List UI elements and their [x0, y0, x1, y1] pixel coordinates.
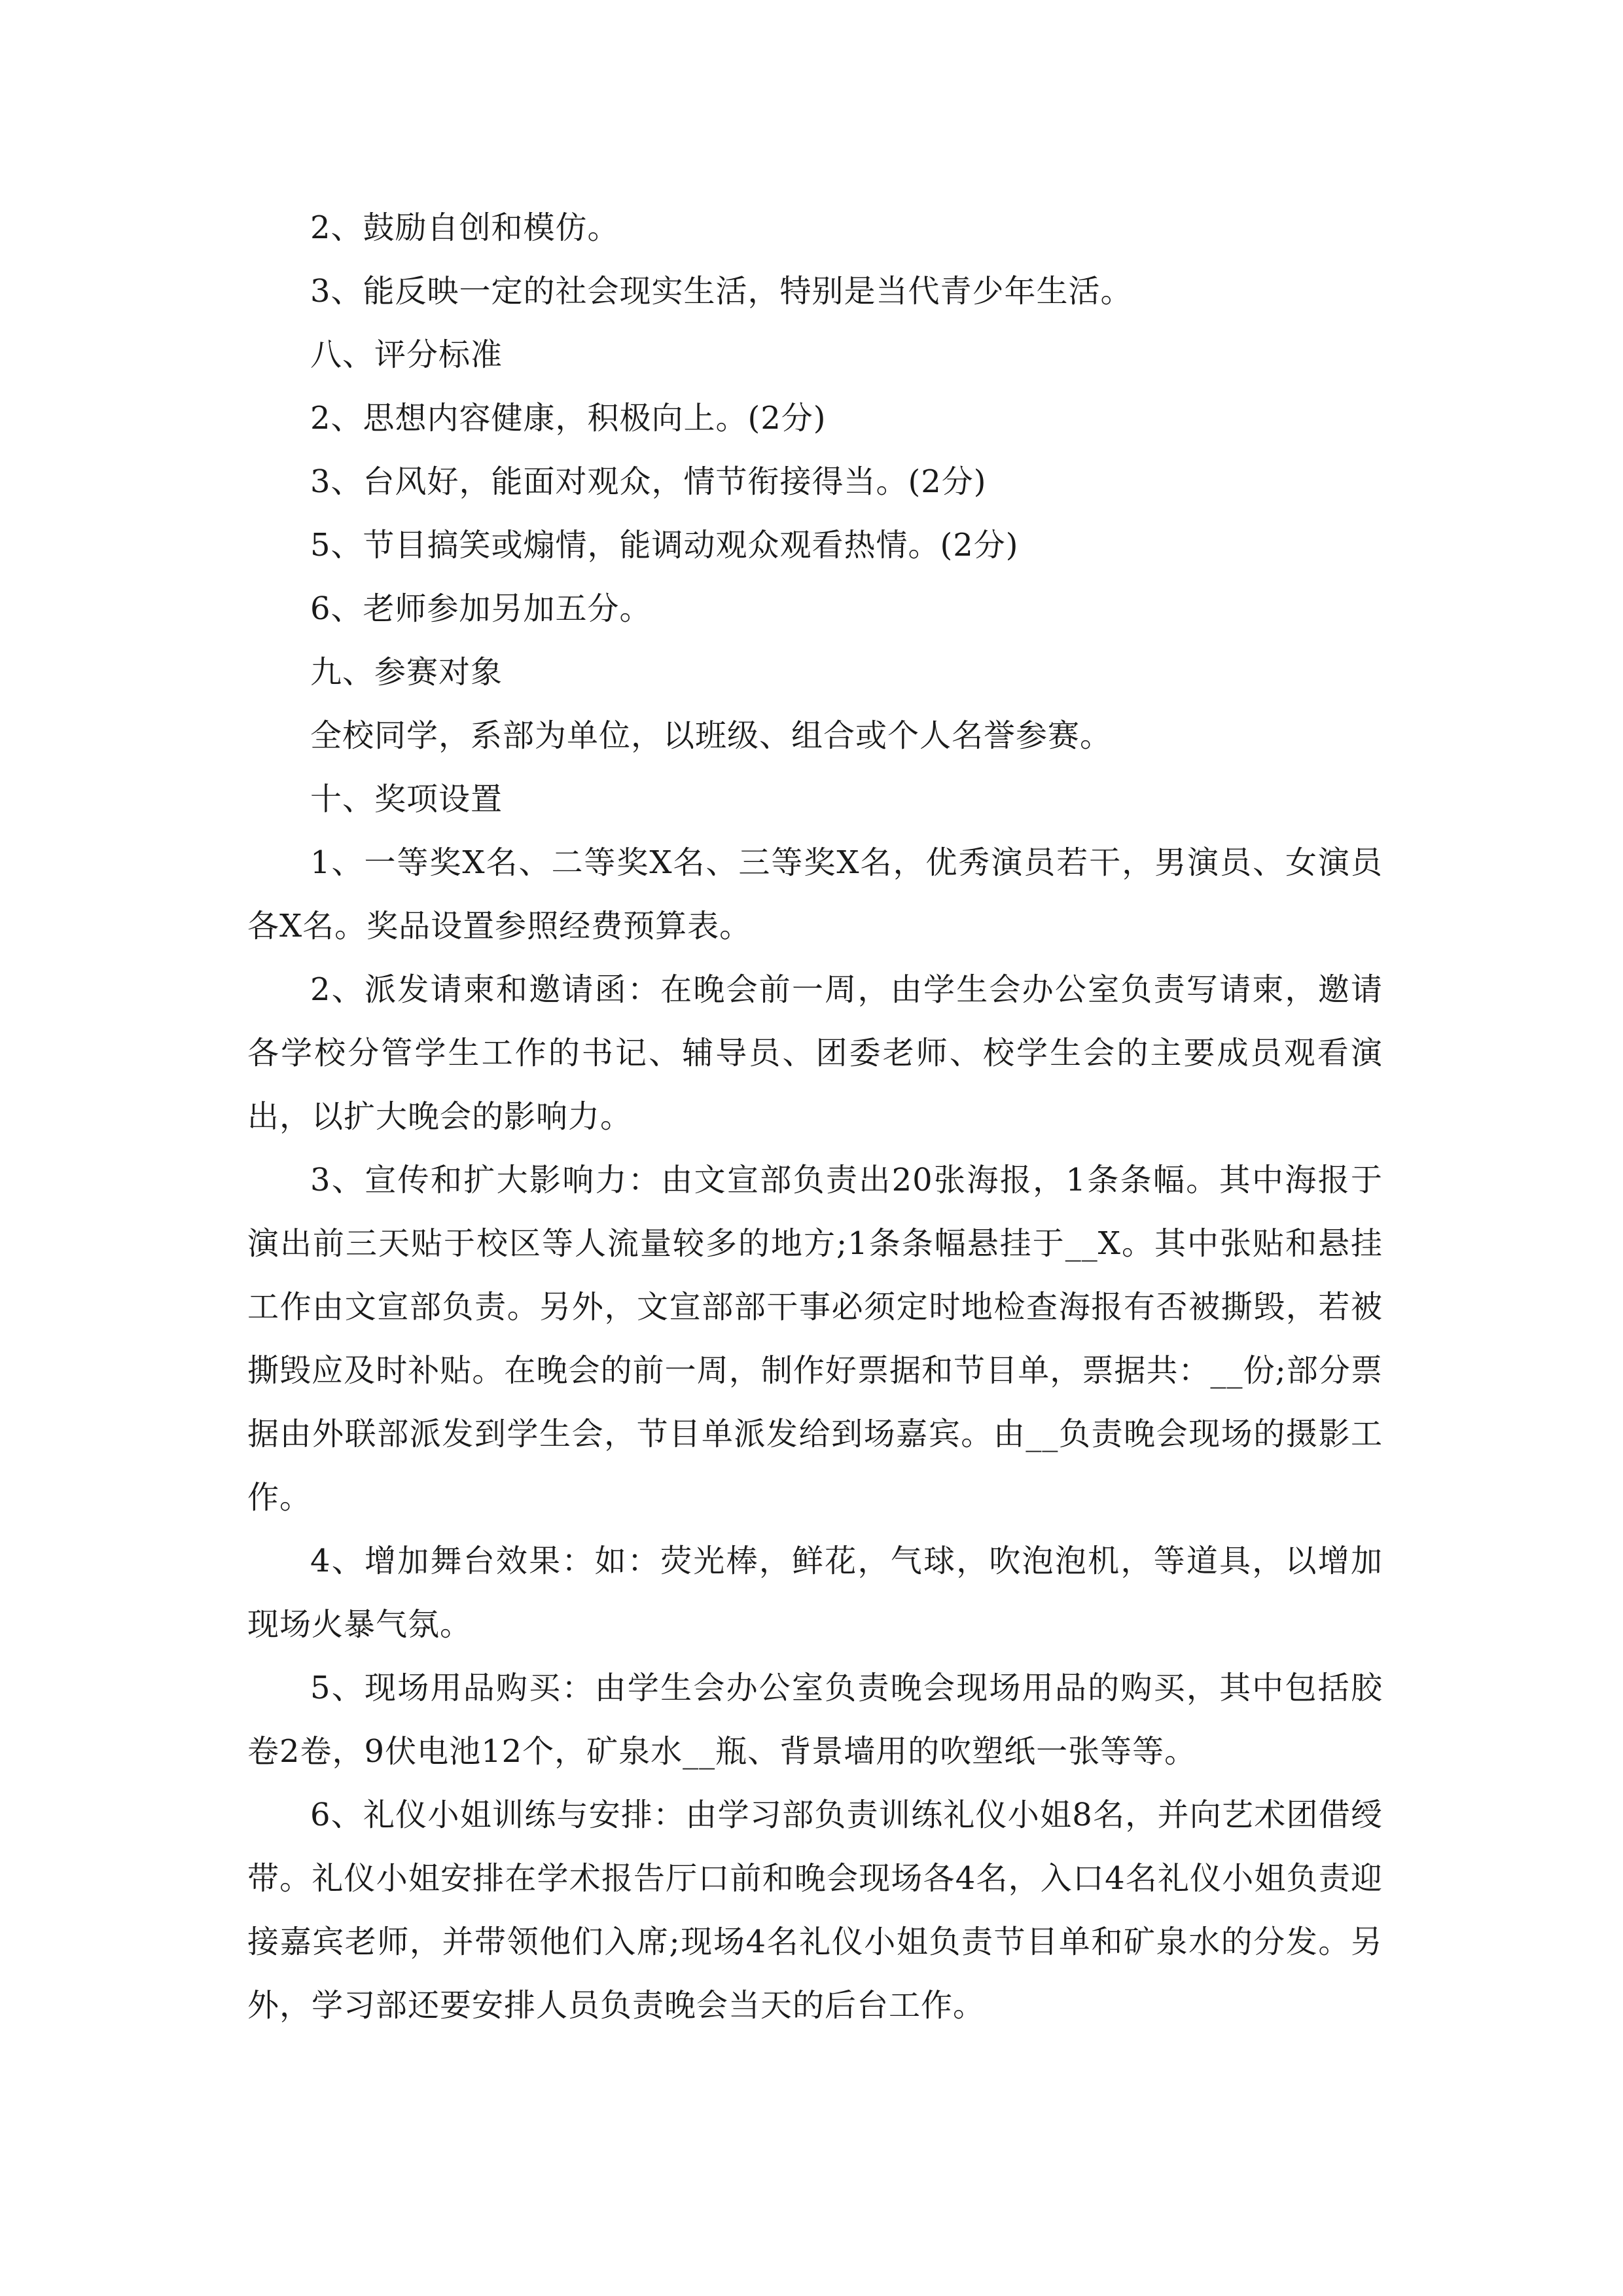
criteria-item-3: 3、能反映一定的社会现实生活，特别是当代青少年生活。 [310, 273, 1133, 310]
section-heading-awards: 十、奖项设置 [310, 781, 503, 817]
document-body [247, 196, 1383, 2037]
awards-item-4: 4、增加舞台效果：如：荧光棒，鲜花，气球，吹泡泡机，等道具，以增加现场火暴气氛。 [247, 1543, 1383, 1643]
awards-item-2: 2、派发请柬和邀请函：在晚会前一周，由学生会办公室负责写请柬，邀请各学校分管学生工作的书记、辅导员、团委老师、校学生会的主要成员观看演出，以扩大晚会的影响力。 [247, 971, 1383, 1135]
scoring-item-3: 3、台风好，能面对观众，情节衔接得当。(2分) [310, 463, 987, 500]
criteria-item-2: 2、鼓励自创和模仿。 [310, 209, 620, 246]
participants-text: 全校同学，系部为单位，以班级、组合或个人名誉参赛。 [310, 717, 1113, 754]
section-heading-scoring: 八、评分标准 [310, 336, 503, 373]
awards-item-3: 3、宣传和扩大影响力：由文宣部负责出20张海报，1条条幅。其中海报于演出前三天贴于校区等人流量较多的地方;1条条幅悬挂于__X。其中张贴和悬挂工作由文宣部负责。另外，文宣部部干事必须定时地检查海报有否被撕毁，若被撕毁应及时补贴。在晚会的前一周，制作好票据和节目单，票据共：__份;部分票据由外联部派发到学生会，节目单派发给到场嘉宾。由__负责晚会现场的摄影工作。 [247, 1162, 1383, 1516]
awards-item-6: 6、礼仪小姐训练与安排：由学习部负责训练礼仪小姐8名，并向艺术团借绶带。礼仪小姐安排在学术报告厅口前和晚会现场各4名，入口4名礼仪小姐负责迎接嘉宾老师，并带领他们入席;现场4名礼仪小姐负责节目单和矿泉水的分发。另外，学习部还要安排人员负责晚会当天的后台工作。 [247, 1797, 1383, 2024]
section-heading-participants: 九、参赛对象 [310, 654, 503, 691]
scoring-item-5: 5、节目搞笑或煽情，能调动观众观看热情。(2分) [310, 527, 1019, 564]
scoring-item-6: 6、老师参加另加五分。 [310, 590, 652, 627]
awards-item-1: 1、一等奖X名、二等奖X名、三等奖X名，优秀演员若干，男演员、女演员各X名。奖品设置参照经费预算表。 [247, 844, 1383, 944]
awards-item-5: 5、现场用品购买：由学生会办公室负责晚会现场用品的购买，其中包括胶卷2卷，9伏电池12个，矿泉水__瓶、背景墙用的吹塑纸一张等等。 [247, 1670, 1383, 1770]
scoring-item-2: 2、思想内容健康，积极向上。(2分) [310, 400, 827, 437]
